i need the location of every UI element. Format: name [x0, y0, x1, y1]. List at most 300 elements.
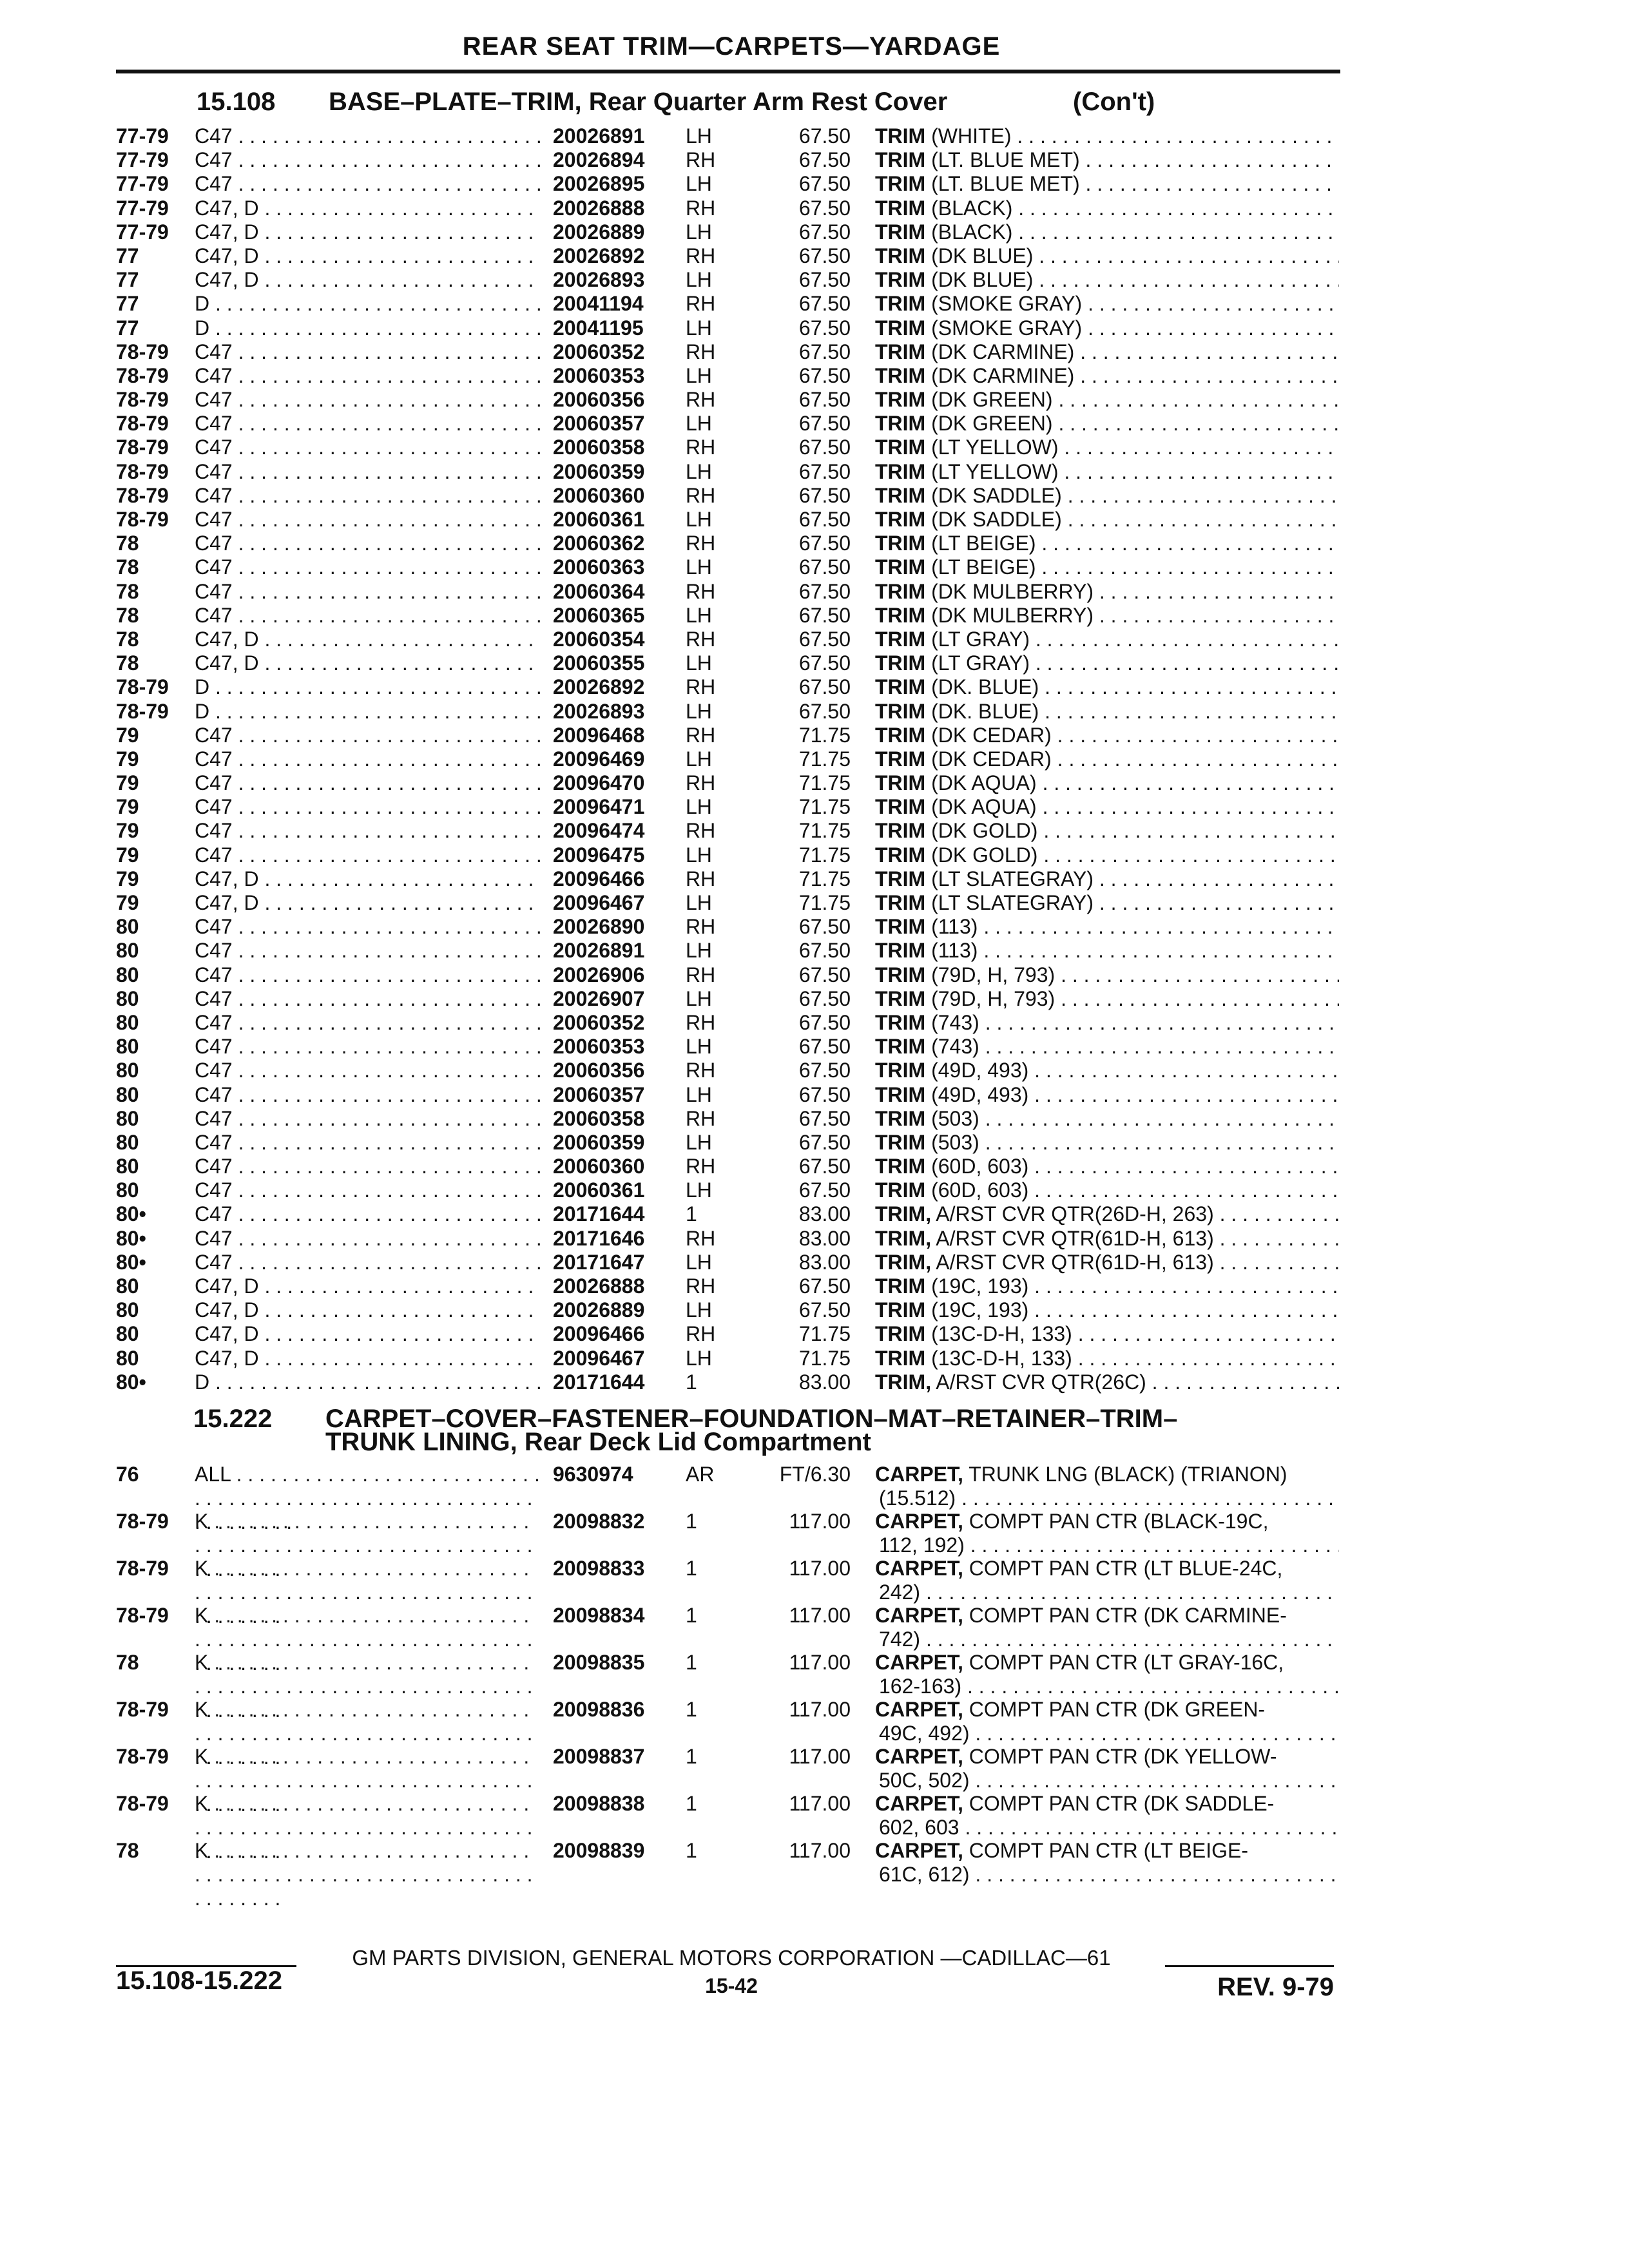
model-cell: C47 . . .: [195, 963, 540, 987]
model-cell: C47 . . .: [195, 484, 540, 508]
description-text: COMPT PAN CTR (DK CARMINE-: [969, 1604, 1287, 1627]
part-number-cell: 20098836: [553, 1698, 645, 1721]
description-text: (DK CEDAR): [931, 747, 1052, 771]
part-number-cell: 20026907: [553, 986, 645, 1010]
description-keyword: CARPET,: [875, 1839, 963, 1862]
description-text: (49D, 493): [931, 1059, 1029, 1082]
year-cell: 80: [116, 1274, 139, 1298]
year-cell: 80•: [116, 1202, 146, 1226]
year-cell: 78: [116, 651, 139, 675]
description-keyword: TRIM: [875, 1106, 926, 1130]
description-line1: [875, 1839, 1339, 1863]
quantity-cell: 1: [686, 1651, 697, 1674]
price-cell: 67.50: [798, 268, 851, 292]
description-line2: 112, 192) . . .: [875, 1533, 1339, 1557]
price-cell: 71.75: [798, 1346, 851, 1370]
quantity-cell: RH: [686, 819, 716, 843]
description-keyword: TRIM: [875, 412, 926, 436]
description-cell: [875, 268, 1339, 292]
description-cell: [875, 1839, 1339, 1887]
description-line1: [875, 1698, 1339, 1722]
part-number-cell: 20026895: [553, 172, 645, 196]
part-number-cell: 20060352: [553, 340, 645, 363]
description-keyword: CARPET,: [875, 1698, 963, 1721]
model-cell: C47 . . .: [195, 388, 540, 412]
description-cell: [875, 700, 1339, 724]
model-cell: C47, D . . .: [195, 628, 540, 651]
description-cell: [875, 172, 1339, 196]
model-cell: C47 . . .: [195, 460, 540, 484]
model-cell: C47 . . .: [195, 508, 540, 532]
part-number-cell: 20060362: [553, 532, 645, 555]
description-keyword: TRIM: [875, 819, 926, 843]
part-number-cell: 20060361: [553, 508, 645, 531]
description-line1: [875, 1463, 1339, 1486]
quantity-cell: RH: [686, 1274, 716, 1298]
description-text: (DK MULBERRY): [931, 603, 1094, 627]
description-keyword: TRIM: [875, 771, 926, 795]
year-cell: 80: [116, 1346, 139, 1370]
footer-page-number: 15-42: [705, 1974, 758, 1997]
price-cell: 117.00: [789, 1745, 851, 1768]
year-cell: 78: [116, 555, 139, 579]
description-cell: [875, 963, 1339, 987]
model-cell: C47 . . .: [195, 124, 540, 148]
model-cell: K . . .: [195, 1792, 540, 1863]
model-cell: C47 . . .: [195, 747, 540, 771]
part-number-cell: 20171644: [553, 1202, 645, 1226]
description-text: (DK CARMINE): [931, 340, 1075, 363]
year-cell: 78: [116, 627, 139, 651]
description-cell: [875, 532, 1339, 555]
price-cell: FT/6.30: [779, 1463, 851, 1486]
description-keyword: TRIM: [875, 1298, 926, 1322]
quantity-cell: 1: [686, 1202, 697, 1226]
description-keyword: TRIM: [875, 292, 926, 316]
description-keyword: TRIM: [875, 699, 926, 723]
description-cell: [875, 1463, 1339, 1510]
price-cell: 67.50: [798, 579, 851, 603]
description-text: COMPT PAN CTR (LT GRAY-16C,: [969, 1651, 1284, 1674]
description-keyword: TRIM: [875, 723, 926, 747]
description-text: COMPT PAN CTR (DK GREEN-: [969, 1698, 1266, 1721]
description-cell: [875, 388, 1339, 412]
price-cell: 83.00: [798, 1226, 851, 1250]
description-keyword: TRIM: [875, 843, 926, 867]
quantity-cell: RH: [686, 915, 716, 939]
description-text: (DK GOLD): [931, 819, 1038, 843]
description-keyword: TRIM: [875, 508, 926, 531]
model-cell: C47, D . . .: [195, 651, 540, 675]
description-keyword: TRIM: [875, 459, 926, 483]
description-text: COMPT PAN CTR (BLACK-19C,: [969, 1510, 1269, 1533]
year-cell: 80•: [116, 1226, 146, 1250]
description-text: (19C, 193): [931, 1298, 1029, 1322]
description-keyword: TRIM: [875, 340, 926, 363]
model-cell: C47 . . .: [195, 795, 540, 819]
description-text: (113): [931, 915, 978, 939]
description-cell: [875, 1792, 1339, 1840]
description-keyword: CARPET,: [875, 1604, 963, 1627]
quantity-cell: 1: [686, 1510, 697, 1533]
description-keyword: TRIM: [875, 986, 926, 1010]
model-cell: C47 . . .: [195, 1059, 540, 1082]
price-cell: 67.50: [798, 555, 851, 579]
price-cell: 67.50: [798, 915, 851, 939]
price-cell: 67.50: [798, 148, 851, 172]
model-cell: C47, D . . .: [195, 1274, 540, 1298]
quantity-cell: LH: [686, 603, 712, 627]
quantity-cell: 1: [686, 1604, 697, 1627]
description-keyword: TRIM: [875, 124, 926, 148]
model-cell: C47, D . . .: [195, 1322, 540, 1346]
part-number-cell: 20026906: [553, 963, 645, 986]
description-text: (LT GRAY): [931, 651, 1030, 675]
description-cell: [875, 675, 1339, 699]
year-cell: 78-79: [116, 1792, 169, 1815]
part-number-cell: 20060352: [553, 1010, 645, 1034]
year-cell: 77-79: [116, 172, 169, 196]
part-number-cell: 20060360: [553, 1155, 645, 1178]
part-number-cell: 20060361: [553, 1178, 645, 1202]
quantity-cell: RH: [686, 1322, 716, 1346]
section-number: 15.108: [197, 88, 276, 116]
part-number-cell: 20026888: [553, 196, 645, 220]
description-text: (LT. BLUE MET): [931, 172, 1080, 196]
model-cell: D . . .: [195, 292, 540, 316]
description-cell: [875, 1698, 1339, 1745]
price-cell: 67.50: [798, 196, 851, 220]
description-cell: [875, 1251, 1339, 1274]
description-keyword: TRIM: [875, 1155, 926, 1178]
price-cell: 117.00: [789, 1510, 851, 1533]
quantity-cell: RH: [686, 196, 716, 220]
quantity-cell: LH: [686, 1082, 712, 1106]
quantity-cell: 1: [686, 1698, 697, 1721]
price-cell: 117.00: [789, 1604, 851, 1627]
description-line1: [875, 1557, 1339, 1581]
description-keyword: CARPET,: [875, 1463, 963, 1486]
description-text: (DK BLUE): [931, 268, 1034, 292]
year-cell: 80: [116, 1130, 139, 1154]
description-text: (DK BLUE): [931, 244, 1034, 267]
quantity-cell: 1: [686, 1745, 697, 1768]
quantity-cell: LH: [686, 508, 712, 531]
part-number-cell: 20098835: [553, 1651, 645, 1674]
part-number-cell: 20026892: [553, 244, 645, 267]
description-cell: [875, 1059, 1339, 1082]
description-cell: [875, 795, 1339, 819]
model-cell: K . . .: [195, 1651, 540, 1722]
price-cell: 67.50: [798, 986, 851, 1010]
price-cell: 83.00: [798, 1202, 851, 1226]
price-cell: 67.50: [798, 939, 851, 963]
part-number-cell: 20096467: [553, 891, 645, 914]
description-keyword: TRIM: [875, 1346, 926, 1370]
description-line2: 49C, 492) . . .: [875, 1722, 1339, 1745]
model-cell: C47 . . .: [195, 771, 540, 795]
part-number-cell: 20060359: [553, 459, 645, 483]
year-cell: 78-79: [116, 459, 169, 483]
description-keyword: TRIM: [875, 579, 926, 603]
description-cell: [875, 604, 1339, 628]
part-number-cell: 20098832: [553, 1510, 645, 1533]
description-cell: [875, 747, 1339, 771]
description-text: (LT GRAY): [931, 627, 1030, 651]
quantity-cell: LH: [686, 1298, 712, 1322]
price-cell: 67.50: [798, 651, 851, 675]
model-cell: D . . .: [195, 1370, 540, 1394]
description-cell: [875, 1011, 1339, 1035]
footer-publisher: GM PARTS DIVISION, GENERAL MOTORS CORPORATION —CADILLAC—61: [352, 1946, 1111, 1970]
model-cell: C47 . . .: [195, 604, 540, 628]
year-cell: 79: [116, 891, 139, 914]
model-cell: C47 . . .: [195, 1227, 540, 1251]
description-cell: [875, 915, 1339, 939]
description-text: (DK. BLUE): [931, 699, 1039, 723]
price-cell: 117.00: [789, 1651, 851, 1674]
description-text: COMPT PAN CTR (LT BLUE-24C,: [969, 1557, 1283, 1580]
quantity-cell: RH: [686, 244, 716, 267]
quantity-cell: LH: [686, 1035, 712, 1059]
part-number-cell: 20098834: [553, 1604, 645, 1627]
quantity-cell: RH: [686, 675, 716, 699]
description-text: (DK SADDLE): [931, 483, 1062, 507]
year-cell: 77: [116, 268, 139, 292]
year-cell: 79: [116, 867, 139, 890]
year-cell: 78-79: [116, 412, 169, 436]
description-text: (DK CARMINE): [931, 363, 1075, 387]
price-cell: 67.50: [798, 1059, 851, 1082]
year-cell: 80: [116, 1035, 139, 1059]
description-cell: [875, 1274, 1339, 1298]
year-cell: 80: [116, 1178, 139, 1202]
model-cell: C47, D . . .: [195, 244, 540, 268]
year-cell: 77: [116, 316, 139, 340]
price-cell: 67.50: [798, 436, 851, 459]
description-text: (DK MULBERRY): [931, 579, 1094, 603]
part-number-cell: 20026892: [553, 675, 645, 699]
description-text: (SMOKE GRAY): [931, 292, 1083, 316]
description-cell: [875, 1178, 1339, 1202]
year-cell: 78-79: [116, 388, 169, 412]
part-number-cell: 20098837: [553, 1745, 645, 1768]
price-cell: 67.50: [798, 1010, 851, 1034]
quantity-cell: LH: [686, 1178, 712, 1202]
description-cell: [875, 364, 1339, 388]
description-line1: [875, 1745, 1339, 1769]
description-line1: [875, 1510, 1339, 1533]
model-cell: C47 . . .: [195, 1178, 540, 1202]
year-cell: 80: [116, 1322, 139, 1346]
price-cell: 67.50: [798, 1106, 851, 1130]
description-keyword: CARPET,: [875, 1745, 963, 1768]
price-cell: 67.50: [798, 1274, 851, 1298]
description-cell: [875, 340, 1339, 364]
price-cell: 67.50: [798, 292, 851, 316]
price-cell: 117.00: [789, 1839, 851, 1862]
model-cell: C47 . . .: [195, 939, 540, 963]
year-cell: 78-79: [116, 436, 169, 459]
quantity-cell: RH: [686, 1155, 716, 1178]
description-cell: [875, 1347, 1339, 1370]
page-header-title: REAR SEAT TRIM—CARPETS—YARDAGE: [462, 32, 1001, 61]
year-cell: 77-79: [116, 148, 169, 172]
quantity-cell: LH: [686, 268, 712, 292]
description-text: (13C-D-H, 133): [931, 1322, 1072, 1346]
description-text: COMPT PAN CTR (LT BEIGE-: [969, 1839, 1249, 1862]
part-number-cell: 20096475: [553, 843, 645, 867]
description-cell: [875, 1083, 1339, 1107]
description-keyword: TRIM: [875, 268, 926, 292]
part-number-cell: 20096474: [553, 819, 645, 843]
quantity-cell: LH: [686, 699, 712, 723]
description-cell: [875, 1107, 1339, 1131]
model-cell: D . . .: [195, 675, 540, 699]
year-cell: 78-79: [116, 1745, 169, 1768]
description-text: (DK GREEN): [931, 388, 1053, 412]
year-cell: 80•: [116, 1370, 146, 1394]
model-cell: C47 . . .: [195, 1202, 540, 1226]
year-cell: 77-79: [116, 124, 169, 148]
description-text: (19C, 193): [931, 1274, 1029, 1298]
year-cell: 78: [116, 579, 139, 603]
part-number-cell: 20026889: [553, 220, 645, 244]
quantity-cell: RH: [686, 579, 716, 603]
quantity-cell: RH: [686, 1010, 716, 1034]
model-cell: K . . .: [195, 1698, 540, 1769]
quantity-cell: RH: [686, 292, 716, 316]
description-keyword: TRIM: [875, 1059, 926, 1082]
year-cell: 80•: [116, 1250, 146, 1274]
year-cell: 78-79: [116, 1698, 169, 1721]
description-cell: [875, 987, 1339, 1011]
description-text: COMPT PAN CTR (DK SADDLE-: [969, 1792, 1275, 1815]
description-cell: [875, 1035, 1339, 1059]
description-cell: [875, 1557, 1339, 1604]
description-keyword: TRIM: [875, 1274, 926, 1298]
part-number-cell: 20026889: [553, 1298, 645, 1322]
model-cell: C47, D . . .: [195, 1347, 540, 1370]
model-cell: C47 . . .: [195, 987, 540, 1011]
year-cell: 78-79: [116, 340, 169, 363]
quantity-cell: LH: [686, 220, 712, 244]
year-cell: 78: [116, 532, 139, 555]
description-keyword: CARPET,: [875, 1792, 963, 1815]
description-keyword: TRIM: [875, 939, 926, 963]
description-text: (DK GOLD): [931, 843, 1038, 867]
description-line1: [875, 1792, 1339, 1816]
model-cell: C47 . . .: [195, 580, 540, 604]
part-number-cell: 20060353: [553, 363, 645, 387]
part-number-cell: 20026890: [553, 915, 645, 939]
description-keyword: TRIM: [875, 1082, 926, 1106]
model-cell: C47, D . . .: [195, 891, 540, 915]
part-number-cell: 20098838: [553, 1792, 645, 1815]
year-cell: 78-79: [116, 363, 169, 387]
model-cell: K . . .: [195, 1510, 540, 1581]
description-keyword: TRIM,: [875, 1226, 932, 1250]
part-number-cell: 20060358: [553, 1106, 645, 1130]
price-cell: 67.50: [798, 244, 851, 267]
model-cell: D . . .: [195, 316, 540, 340]
description-text: (503): [931, 1130, 979, 1154]
year-cell: 79: [116, 747, 139, 771]
quantity-cell: RH: [686, 1106, 716, 1130]
description-cell: [875, 628, 1339, 651]
year-cell: 78-79: [116, 483, 169, 507]
description-line2: 602, 603 . . .: [875, 1816, 1339, 1840]
model-cell: K . . .: [195, 1604, 540, 1675]
description-keyword: TRIM: [875, 795, 926, 819]
model-cell: C47 . . .: [195, 172, 540, 196]
quantity-cell: RH: [686, 340, 716, 363]
part-number-cell: 20060365: [553, 603, 645, 627]
description-text: A/RST CVR QTR(61D-H, 613): [936, 1250, 1214, 1274]
part-number-cell: 20171646: [553, 1226, 645, 1250]
price-cell: 117.00: [789, 1792, 851, 1815]
part-number-cell: 20060356: [553, 1059, 645, 1082]
part-number-cell: 20171644: [553, 1370, 645, 1394]
part-number-cell: 20026888: [553, 1274, 645, 1298]
description-cell: [875, 843, 1339, 867]
part-number-cell: 20041194: [553, 292, 644, 316]
model-cell: K . . .: [195, 1839, 540, 1910]
price-cell: 67.50: [798, 675, 851, 699]
quantity-cell: RH: [686, 771, 716, 795]
description-text: (BLACK): [931, 196, 1013, 220]
description-text: (LT BEIGE): [931, 532, 1036, 555]
description-text: A/RST CVR QTR(26D-H, 263): [936, 1202, 1214, 1226]
description-cell: [875, 651, 1339, 675]
price-cell: 67.50: [798, 508, 851, 531]
model-cell: C47 . . .: [195, 555, 540, 579]
description-cell: [875, 1651, 1339, 1698]
part-number-cell: 20096466: [553, 1322, 645, 1346]
year-cell: 78: [116, 1839, 139, 1862]
model-cell: C47, D . . .: [195, 220, 540, 244]
description-text: (503): [931, 1106, 979, 1130]
description-cell: [875, 891, 1339, 915]
quantity-cell: RH: [686, 963, 716, 986]
description-keyword: TRIM: [875, 1035, 926, 1059]
price-cell: 71.75: [798, 867, 851, 890]
year-cell: 79: [116, 723, 139, 747]
part-number-cell: 20096469: [553, 747, 645, 771]
price-cell: 67.50: [798, 124, 851, 148]
description-text: (WHITE): [931, 124, 1012, 148]
price-cell: 67.50: [798, 963, 851, 986]
section-continued-label: (Con't): [1073, 88, 1155, 116]
description-line2: 61C, 612) . . .: [875, 1863, 1339, 1887]
description-keyword: TRIM: [875, 388, 926, 412]
quantity-cell: RH: [686, 148, 716, 172]
description-line1: [875, 1604, 1339, 1628]
part-number-cell: 20060355: [553, 651, 645, 675]
price-cell: 83.00: [798, 1250, 851, 1274]
description-text: (LT YELLOW): [931, 459, 1059, 483]
description-keyword: TRIM: [875, 172, 926, 196]
part-number-cell: 20096470: [553, 771, 645, 795]
description-cell: [875, 1202, 1339, 1226]
model-cell: C47, D . . .: [195, 197, 540, 220]
model-cell: C47 . . .: [195, 915, 540, 939]
price-cell: 83.00: [798, 1370, 851, 1394]
price-cell: 67.50: [798, 388, 851, 412]
year-cell: 78-79: [116, 699, 169, 723]
description-cell: [875, 508, 1339, 532]
part-number-cell: 20026893: [553, 268, 645, 292]
